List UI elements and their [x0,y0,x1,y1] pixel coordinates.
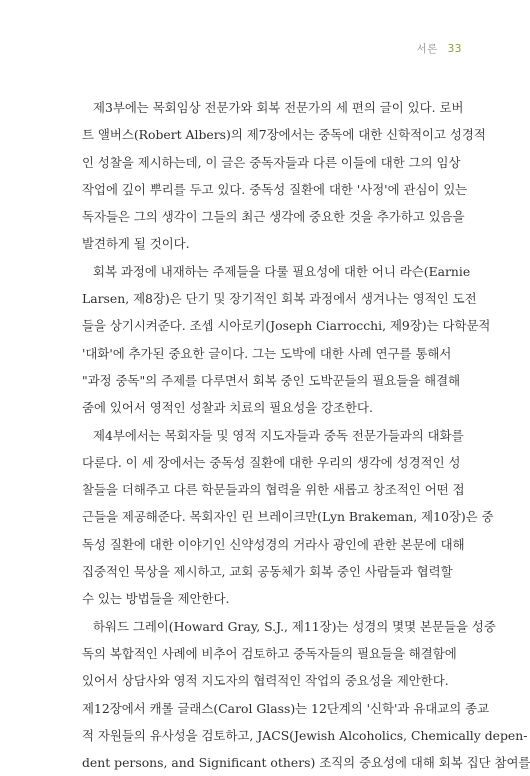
text-line: 수 있는 방법들을 제안한다. [82,591,230,607]
running-head [416,41,462,56]
text-line: 회복 과정에 내재하는 주제들을 다룰 필요성에 대한 어니 라슨(Earnie [93,263,471,279]
text-line: 다룬다. 이 세 장에서는 중독성 질환에 대한 우리의 생각에 성경적인 성 [82,454,461,470]
text-line: 독의 복합적인 사례에 비추어 검토하고 중독자들의 필요들을 해결함에 [82,645,457,661]
text-line: dent persons, and Significant others) 조직의 중요성에 대해 회복 집단 참여를 [82,755,530,771]
text-line: 작업에 깊이 뿌리를 두고 있다. 중독성 질환에 대한 '사정'에 관심이 있는 [82,181,468,197]
text-line: 들을 상기시켜준다. 조셉 시아로키(Joseph Ciarrocchi, 제9장)는 다학문적 [82,318,491,334]
text-line: 제12장에서 캐롤 글래스(Carol Glass)는 12단계의 '신학'과 유대교의 종교 [82,700,490,716]
running-head-section: 서론 [416,43,438,55]
text-line: 찰들을 더해주고 다른 학문들과의 협력을 위한 새롭고 창조적인 어떤 접 [82,482,465,498]
text-line: Larsen, 제8장)은 단기 및 장기적인 회복 과정에서 생겨나는 영적인 도전 [82,291,477,307]
body-text [82,94,530,776]
text-line: 제3부에는 목회임상 전문가와 회복 전문가의 세 편의 글이 있다. 로버 [93,100,464,115]
text-line: 근들을 제공해준다. 목회자인 린 브레이크만(Lyn Brakeman, 제10장)은 중 [82,509,494,525]
text-line: 적 자원들의 유사성을 검토하고, JACS(Jewish Alcoholics, Chemically depen- [82,727,528,743]
page-number: 33 [447,43,462,55]
text-line: 트 앨버스(Robert Albers)의 제7장에서는 중독에 대한 신학적이고 성경적 [82,127,486,143]
text-line: '대화'에 추가된 중요한 글이다. 그는 도박에 대한 사례 연구를 통해서 [82,345,452,361]
text-line: 집중적인 묵상을 제시하고, 교회 공동체가 회복 중인 사람들과 협력할 [82,564,453,580]
text-line: 하워드 그레이(Howard Gray, S.J., 제11장)는 성경의 몇몇 본문들을 성중 [93,618,496,634]
text-line: "과정 중독"의 주제를 다루면서 회복 중인 도박꾼들의 필요들을 해결해 [82,372,461,388]
text-line: 있어서 상담사와 영적 지도자의 협력적인 작업의 중요성을 제안한다. [82,673,449,689]
text-line: 독자들은 그의 생각이 그들의 최근 생각에 중요한 것을 추가하고 있음을 [82,209,465,225]
text-line: 발견하게 될 것이다. [82,236,190,252]
text-line: 인 성찰을 제시하는데, 이 글은 중독자들과 다른 이들에 대한 그의 임상 [82,154,461,170]
text-line: 독성 질환에 대한 이야기인 신약성경의 거라사 광인에 관한 본문에 대해 [82,536,465,552]
text-line: 제4부에서는 목회자들 및 영적 지도자들과 중독 전문가들과의 대화를 [93,427,464,443]
text-line: 줌에 있어서 영적인 성찰과 치료의 필요성을 강조한다. [82,400,373,416]
